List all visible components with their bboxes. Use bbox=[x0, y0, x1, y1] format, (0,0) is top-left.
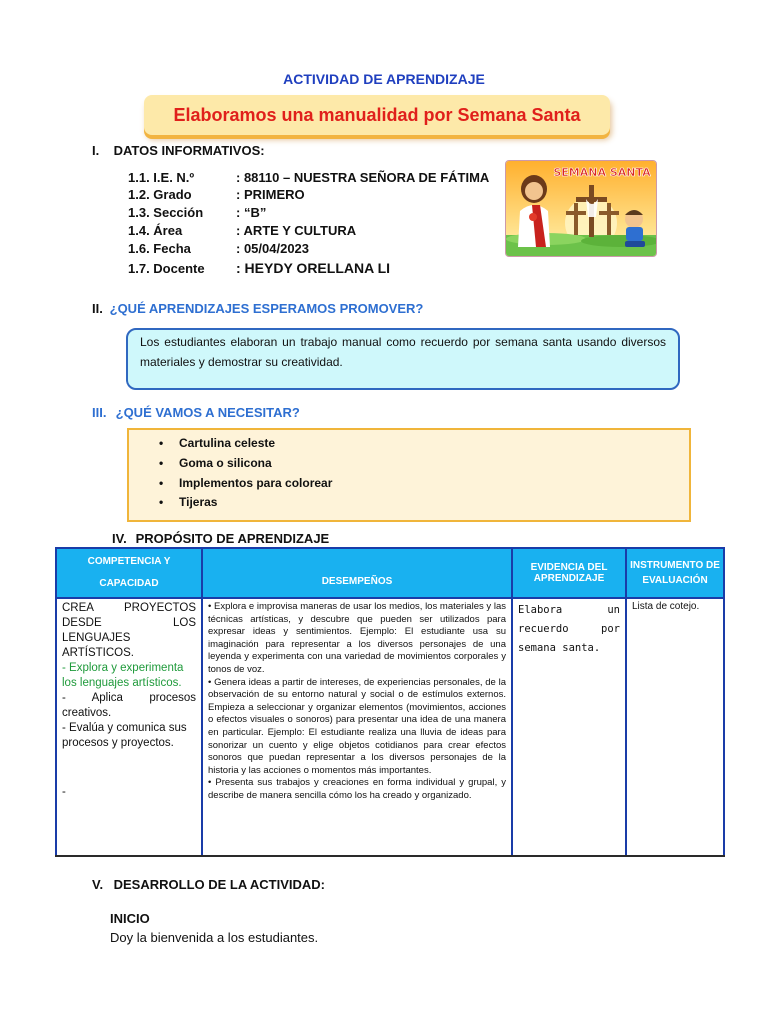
desempeno-3: • Presenta sus trabajos y creaciones en forma individual y grupal, y describe de manera sencilla cómo los ha creado y organizado. bbox=[208, 777, 506, 801]
info-ie bbox=[128, 170, 489, 185]
info-value: : HEYDY ORELLANA LI bbox=[236, 260, 391, 276]
aprendizaje-text: Los estudiantes elaboran un trabajo manual como recuerdo por semana santa usando diversos materiales y demostrar su creatividad. bbox=[140, 335, 666, 369]
proposito-table bbox=[55, 547, 725, 857]
bullet-icon: • bbox=[159, 436, 164, 450]
section-3-heading bbox=[92, 405, 300, 420]
info-label: 1.2. Grado bbox=[128, 187, 192, 202]
title-banner: Elaboramos una manualidad por Semana Santa bbox=[144, 95, 610, 135]
semana-santa-image bbox=[505, 160, 657, 257]
instrumento-text: Lista de cotejo. bbox=[632, 601, 700, 612]
bullet-icon: • bbox=[159, 456, 164, 470]
competencia-text: CREA PROYECTOS DESDE LOS LENGUAJES ARTÍSTICOS. bbox=[62, 602, 196, 659]
info-value: : “B” bbox=[236, 205, 267, 220]
bullet-icon: • bbox=[159, 495, 164, 509]
section-5-number: V. bbox=[92, 877, 104, 892]
bullet-icon: • bbox=[159, 476, 164, 490]
material-label: Implementos para colorear bbox=[179, 476, 333, 490]
semana-santa-illustration bbox=[506, 161, 656, 256]
capacidad-2: - Aplica procesos creativos. bbox=[62, 692, 196, 719]
header-competencia bbox=[56, 548, 202, 598]
inicio-label: INICIO bbox=[110, 911, 150, 926]
section-4-number: IV. bbox=[112, 531, 127, 546]
info-seccion bbox=[128, 205, 266, 220]
header-desempenos: DESEMPEÑOS bbox=[202, 548, 512, 598]
info-label: 1.1. I.E. N.º bbox=[128, 170, 195, 185]
image-title: SEMANA SANTA bbox=[553, 166, 651, 179]
header-competencia-line1: COMPETENCIA Y bbox=[87, 556, 171, 567]
section-5-title: DESARROLLO DE LA ACTIVIDAD: bbox=[113, 877, 325, 892]
header-instrumento: INSTRUMENTO DE EVALUACIÓN bbox=[626, 548, 724, 598]
header-evidencia: EVIDENCIA DEL APRENDIZAJE bbox=[512, 548, 626, 598]
capacidad-3: - Evalúa y comunica sus procesos y proyectos. bbox=[62, 722, 187, 749]
section-5-heading bbox=[92, 877, 325, 892]
material-item bbox=[159, 495, 217, 509]
materials-box bbox=[127, 428, 691, 522]
competencia-cell bbox=[56, 598, 202, 856]
desempeno-2: • Genera ideas a partir de intereses, de experiencias personales, de la observación de su entorno natural y social o de estímulos externos. Empieza a seleccionar y organizar elementos (movimientos, acciones o efectos visuales o sonoros) para presentar una idea de una manera en particular. Ejemplo: El estudiante realiza una lluvia de ideas para sonorizar un cuento y elige objetos cotidianos para crear efectos sonoros que puedan representar a los diversos personajes de la historia y las acciones o momentos más importantes. bbox=[208, 676, 506, 776]
evidencia-cell bbox=[512, 598, 626, 856]
info-value: : 88110 – NUESTRA SEÑORA DE FÁTIMA bbox=[236, 170, 490, 185]
capacidad-dash: - bbox=[62, 786, 66, 798]
info-value: : 05/04/2023 bbox=[236, 241, 310, 256]
section-2-title: ¿QUÉ APRENDIZAJES ESPERAMOS PROMOVER? bbox=[109, 301, 424, 316]
desempeno-1: • Explora e improvisa maneras de usar los medios, los materiales y las técnicas artísticas, y descubre que pueden ser utilizados para expresar ideas y sentimientos. Ejemplo: El estudiante usa su imaginación para representar a los diversos personajes de una leyenda y experimenta con una variedad de movimientos corporales y tonos de voz. bbox=[208, 601, 506, 675]
material-item bbox=[159, 436, 275, 450]
desempenos-cell bbox=[202, 598, 512, 856]
info-label: 1.4. Área bbox=[128, 223, 183, 238]
section-3-title: ¿QUÉ VAMOS A NECESITAR? bbox=[115, 405, 300, 420]
inicio-text: Doy la bienvenida a los estudiantes. bbox=[110, 930, 319, 945]
material-label: Goma o silicona bbox=[179, 456, 272, 470]
capacidad-1: - Explora y experimenta los lenguajes artísticos. bbox=[62, 662, 184, 689]
info-grado bbox=[128, 187, 305, 202]
section-4-heading bbox=[112, 531, 329, 546]
material-item bbox=[159, 476, 332, 490]
info-area bbox=[128, 223, 356, 238]
section-2-number: II. bbox=[92, 301, 103, 316]
info-label: 1.3. Sección bbox=[128, 205, 204, 220]
section-1-number: I. bbox=[92, 143, 100, 158]
table-row bbox=[56, 598, 724, 856]
document-heading: ACTIVIDAD DE APRENDIZAJE bbox=[283, 71, 485, 87]
material-label: Tijeras bbox=[179, 495, 218, 509]
evidencia-text: Elabora un recuerdo por semana santa. bbox=[518, 604, 620, 654]
info-label: 1.7. Docente bbox=[128, 261, 205, 276]
info-fecha bbox=[128, 241, 309, 256]
section-4-title: PROPÓSITO DE APRENDIZAJE bbox=[135, 531, 330, 546]
instrumento-cell bbox=[626, 598, 724, 856]
material-item bbox=[159, 456, 272, 470]
header-competencia-line2: CAPACIDAD bbox=[99, 578, 159, 589]
section-1-title: DATOS INFORMATIVOS: bbox=[113, 143, 265, 158]
table-header-row bbox=[56, 548, 724, 598]
info-label: 1.6. Fecha bbox=[128, 241, 191, 256]
material-label: Cartulina celeste bbox=[179, 436, 276, 450]
info-value: : ARTE Y CULTURA bbox=[236, 223, 357, 238]
section-3-number: III. bbox=[92, 405, 107, 420]
section-2-heading bbox=[92, 301, 423, 316]
info-docente bbox=[128, 260, 390, 276]
aprendizaje-box bbox=[126, 328, 680, 390]
info-value: : PRIMERO bbox=[236, 187, 305, 202]
section-1-heading bbox=[92, 143, 265, 158]
